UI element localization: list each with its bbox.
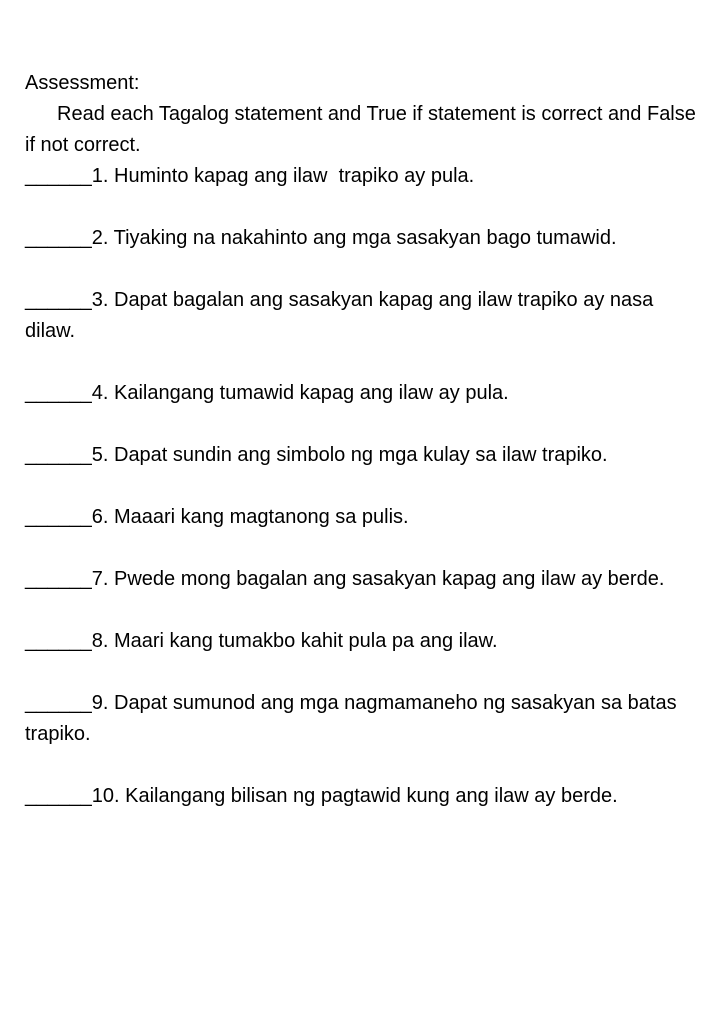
question-number: 9. (91, 692, 109, 714)
answer-blank: ______ (25, 785, 92, 807)
question-text: Huminto kapag ang ilaw trapiko ay pula. (108, 165, 475, 187)
question-number: 2. (91, 227, 109, 249)
question-text: Dapat sumunod ang mga nagmamaneho ng sasakyan sa batas trapiko. (25, 692, 683, 745)
question-item-7 (25, 564, 705, 595)
question-item-8 (25, 626, 705, 657)
question-item-1 (25, 161, 705, 192)
question-item-5 (25, 440, 705, 471)
question-text: Kailangang tumawid kapag ang ilaw ay pula. (108, 382, 509, 404)
answer-blank: ______ (25, 165, 92, 187)
question-item-4 (25, 378, 705, 409)
answer-blank: ______ (25, 692, 92, 714)
answer-blank: ______ (25, 382, 92, 404)
question-number: 6. (91, 506, 109, 528)
answer-blank: ______ (25, 506, 92, 528)
assessment-title: Assessment: (25, 72, 140, 94)
question-text: Tiyaking na nakahinto ang mga sasakyan bago tumawid. (108, 227, 617, 249)
question-text: Maaari kang magtanong sa pulis. (108, 506, 409, 528)
answer-blank: ______ (25, 444, 92, 466)
question-text: Dapat bagalan ang sasakyan kapag ang ilaw trapiko ay nasa dilaw. (25, 289, 659, 342)
question-number: 8. (91, 630, 109, 652)
question-number: 1. (91, 165, 109, 187)
instructions: Read each Tagalog statement and True if statement is correct and False if not correct. (25, 103, 696, 156)
question-number: 10. (91, 785, 120, 807)
answer-blank: ______ (25, 289, 92, 311)
answer-blank: ______ (25, 227, 92, 249)
question-item-3 (25, 285, 705, 347)
question-item-6 (25, 502, 705, 533)
question-text: Pwede mong bagalan ang sasakyan kapag ang ilaw ay berde. (108, 568, 665, 590)
answer-blank: ______ (25, 568, 92, 590)
question-number: 7. (91, 568, 109, 590)
question-list (25, 161, 705, 812)
question-item-10 (25, 781, 705, 812)
question-item-2 (25, 223, 705, 254)
assessment-sheet (25, 68, 705, 812)
question-number: 5. (91, 444, 109, 466)
question-number: 3. (91, 289, 109, 311)
question-text: Kailangang bilisan ng pagtawid kung ang ilaw ay berde. (119, 785, 618, 807)
question-number: 4. (91, 382, 109, 404)
question-text: Maari kang tumakbo kahit pula pa ang ilaw. (108, 630, 498, 652)
question-item-9 (25, 688, 705, 750)
question-text: Dapat sundin ang simbolo ng mga kulay sa ilaw trapiko. (108, 444, 608, 466)
answer-blank: ______ (25, 630, 92, 652)
